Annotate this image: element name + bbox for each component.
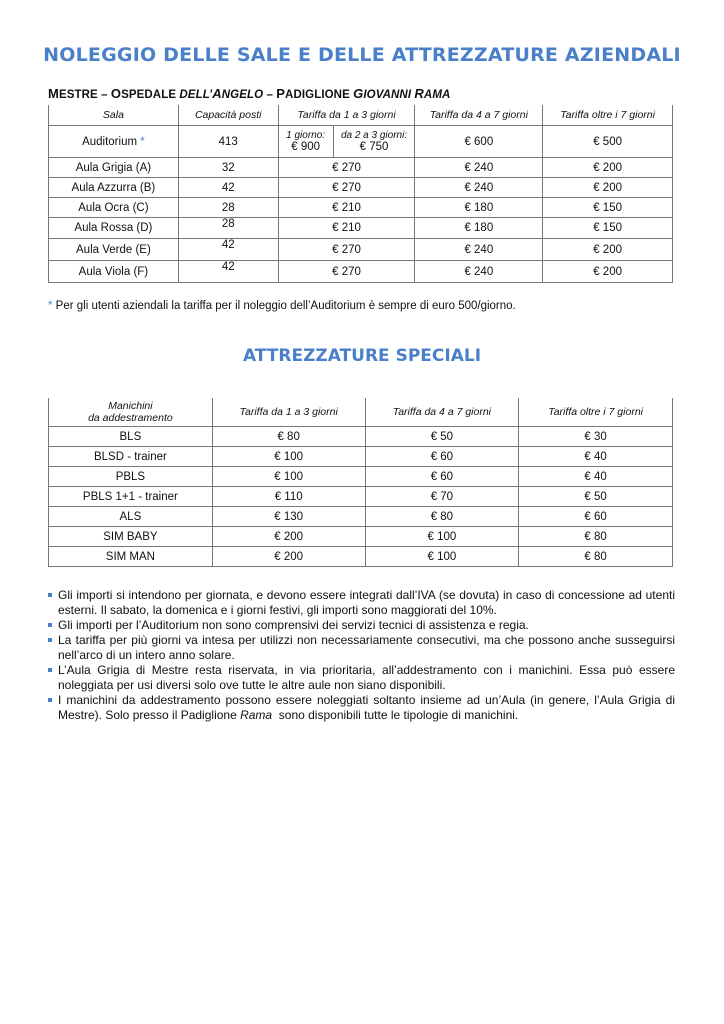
equipment-name-cell: PBLS	[49, 467, 213, 487]
tariff-cell: € 210	[278, 198, 415, 218]
table-row	[49, 507, 673, 527]
tariff-cell: € 60	[365, 467, 519, 487]
asterisk-icon: *	[140, 135, 145, 148]
note-text: Per gli utenti aziendali la tariffa per il noleggio dell’Auditorium è sempre di euro 500/giorno.	[52, 300, 516, 312]
location-initial: P	[276, 86, 286, 101]
equipment-name-cell: ALS	[49, 507, 213, 527]
tariff-cell: € 80	[365, 507, 519, 527]
tariff-cell: € 270	[278, 178, 415, 198]
tariff-cell: € 80	[212, 427, 365, 447]
table-header-row	[49, 398, 673, 427]
tariff-cell: € 200	[543, 178, 673, 198]
list-item: La tariffa per più giorni va intesa per utilizzi non necessariamente consecutivi, ma che possono anche susseguirsi nell’arco di un intero anno solare.	[48, 633, 675, 663]
room-name-cell: Aula Viola (F)	[49, 261, 179, 283]
location-separator: –	[263, 89, 277, 101]
tariff-cell: € 60	[519, 507, 673, 527]
capacity-cell: 28	[178, 218, 278, 239]
notes-list	[48, 588, 675, 723]
table-row	[49, 158, 673, 178]
location-text: SPEDALE	[121, 89, 180, 101]
section-title: ATTREZZATURE SPECIALI	[242, 346, 482, 366]
tariff-cell: € 50	[365, 427, 519, 447]
header-line: da addestramento	[88, 412, 173, 424]
equipment-table	[48, 398, 673, 567]
table-row	[49, 467, 673, 487]
column-header: Capacità posti	[178, 105, 278, 126]
table-row	[49, 547, 673, 567]
tariff-cell: € 180	[415, 198, 543, 218]
capacity-cell: 42	[178, 178, 278, 198]
table-header-row	[49, 105, 673, 126]
header-line: Manichini	[108, 400, 153, 412]
room-name-cell: Aula Ocra (C)	[49, 198, 179, 218]
location-text: IOVANNI	[363, 89, 415, 101]
location-separator: –	[97, 89, 111, 101]
tariff-cell: € 270	[278, 158, 415, 178]
tariff-cell: € 240	[415, 261, 543, 283]
room-name-cell	[49, 126, 179, 158]
list-item: Gli importi per l’Auditorium non sono comprensivi dei servizi tecnici di assistenza e regia.	[48, 618, 675, 633]
list-item-italic: Rama	[240, 708, 273, 722]
table-row	[49, 261, 673, 283]
location-initial: G	[353, 86, 364, 101]
tariff-cell: € 150	[543, 198, 673, 218]
asterisk-icon: *	[48, 300, 53, 312]
list-item-text: sono disponibili tutte le tipologie di manichini.	[272, 708, 519, 722]
tariff-cell: € 100	[212, 447, 365, 467]
capacity-cell: 413	[178, 126, 278, 158]
capacity-cell: 42	[178, 261, 278, 283]
room-name-cell: Aula Azzurra (B)	[49, 178, 179, 198]
equipment-name-cell: SIM MAN	[49, 547, 213, 567]
tariff-cell: € 200	[543, 261, 673, 283]
tariff-cell: € 240	[415, 158, 543, 178]
tariff-cell: € 130	[212, 507, 365, 527]
location-initial: R	[414, 86, 424, 101]
tariff-label: 1 giorno:	[286, 129, 326, 141]
table-row-auditorium	[49, 126, 673, 158]
tariff-cell: € 60	[365, 447, 519, 467]
tariff-cell: € 40	[519, 447, 673, 467]
column-header: Tariffa da 1 a 3 giorni	[278, 105, 415, 126]
tariff-cell: € 180	[415, 218, 543, 239]
table-row	[49, 487, 673, 507]
tariff-cell: € 200	[212, 547, 365, 567]
tariff-one-day-cell	[278, 126, 333, 158]
location-text: DELL’	[179, 89, 213, 101]
table-row	[49, 218, 673, 239]
tariff-cell: € 110	[212, 487, 365, 507]
room-name: Auditorium	[82, 135, 138, 148]
capacity-cell: 28	[178, 198, 278, 218]
location-text: NGELO	[221, 89, 264, 101]
tariff-label: da 2 a 3 giorni:	[340, 129, 408, 141]
table-row	[49, 239, 673, 261]
tariff-cell: € 240	[415, 178, 543, 198]
capacity-cell: 42	[178, 239, 278, 261]
table-row	[49, 198, 673, 218]
list-item	[48, 693, 675, 723]
auditorium-note	[48, 300, 516, 312]
column-header	[49, 398, 213, 427]
location-text: ESTRE	[58, 89, 98, 101]
tariff-cell: € 50	[519, 487, 673, 507]
room-name-cell: Aula Rossa (D)	[49, 218, 179, 239]
location-initial: M	[48, 86, 59, 101]
table-row	[49, 447, 673, 467]
equipment-name-cell: PBLS 1+1 - trainer	[49, 487, 213, 507]
column-header: Tariffa da 4 a 7 giorni	[415, 105, 543, 126]
tariff-cell: € 270	[278, 239, 415, 261]
equipment-name-cell: BLSD - trainer	[49, 447, 213, 467]
list-item: Gli importi si intendono per giornata, e devono essere integrati dall’IVA (se dovuta) in caso di concessione ad utenti esterni. Il sabato, la domenica e i giorni festivi, gli importi sono maggiorati del 10%.	[48, 588, 675, 618]
tariff-cell: € 80	[519, 547, 673, 567]
tariff-cell: € 200	[543, 239, 673, 261]
location-text: AMA	[423, 89, 451, 101]
list-item-text: I manichini da addestramento possono essere noleggiati soltanto insieme ad un’Aula (in genere, l’Aula Grigia di Mestre). Solo presso il Padiglione	[58, 693, 675, 722]
capacity-cell: 32	[178, 158, 278, 178]
tariff-cell: € 200	[212, 527, 365, 547]
tariff-two-three-days-cell	[333, 126, 415, 158]
page-title: NOLEGGIO DELLE SALE E DELLE ATTREZZATURE AZIENDALI	[43, 44, 681, 66]
tariff-cell: € 100	[212, 467, 365, 487]
tariff-value: € 900	[291, 140, 321, 153]
equipment-name-cell: BLS	[49, 427, 213, 447]
location-text: ADIGLIONE	[285, 89, 354, 101]
tariff-cell: € 200	[543, 158, 673, 178]
column-header: Tariffa oltre i 7 giorni	[519, 398, 673, 427]
location-heading	[48, 86, 450, 101]
rooms-table	[48, 105, 673, 283]
tariff-cell: € 30	[519, 427, 673, 447]
list-item: L’Aula Grigia di Mestre resta riservata, in via prioritaria, all’addestramento con i manichini. Essa può essere noleggiata per usi diversi solo ove tutte le altre aule non siano disponibili.	[48, 663, 675, 693]
room-name-cell: Aula Verde (E)	[49, 239, 179, 261]
tariff-cell: € 40	[519, 467, 673, 487]
column-header: Tariffa da 1 a 3 giorni	[212, 398, 365, 427]
tariff-cell: € 150	[543, 218, 673, 239]
tariff-cell: € 240	[415, 239, 543, 261]
equipment-name-cell: SIM BABY	[49, 527, 213, 547]
column-header: Tariffa oltre i 7 giorni	[543, 105, 673, 126]
tariff-cell: € 80	[519, 527, 673, 547]
location-initial: O	[110, 86, 122, 101]
tariff-cell: € 270	[278, 261, 415, 283]
table-row	[49, 527, 673, 547]
tariff-cell: € 600	[415, 126, 543, 158]
tariff-value: € 750	[359, 140, 389, 153]
tariff-cell: € 210	[278, 218, 415, 239]
tariff-cell: € 100	[365, 527, 519, 547]
tariff-cell: € 100	[365, 547, 519, 567]
location-initial: A	[212, 86, 222, 101]
table-row	[49, 178, 673, 198]
column-header: Sala	[49, 105, 179, 126]
column-header: Tariffa da 4 a 7 giorni	[365, 398, 519, 427]
tariff-cell: € 500	[543, 126, 673, 158]
table-row	[49, 427, 673, 447]
room-name-cell: Aula Grigia (A)	[49, 158, 179, 178]
tariff-cell: € 70	[365, 487, 519, 507]
